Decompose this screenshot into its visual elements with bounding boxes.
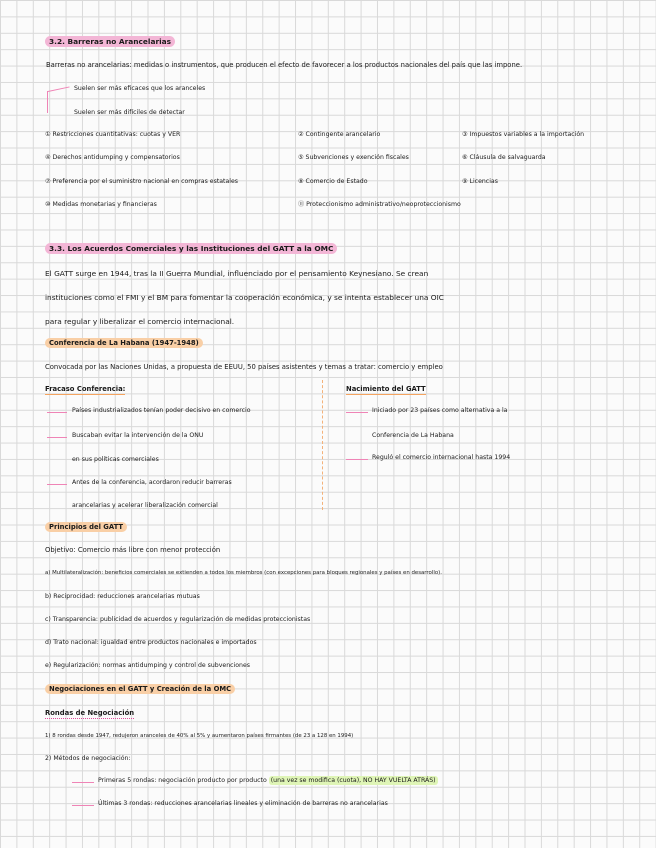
barrier-item-3: ③ Impuestos variables a la importación (462, 131, 585, 138)
nacimiento-item-1: Iniciado por 23 países como alternativa a la (372, 407, 508, 414)
tree-connector (47, 91, 48, 113)
barrier-item-1: ① Restricciones cuantitativas: cuotas y VER (45, 131, 181, 138)
tree-branch-1 (48, 86, 70, 92)
principios-title: Principios del GATT (45, 522, 127, 532)
fracaso-item-3: Antes de la conferencia, acordaron reducir barreras (72, 479, 232, 486)
nacimiento-item-1b: Conferencia de La Habana (372, 432, 454, 439)
principle-e: e) Regularización: normas antidumping y control de subvenciones (45, 662, 250, 669)
principle-c: c) Transparencia: publicidad de acuerdos y regularización de medidas proteccionistas (45, 616, 311, 623)
section-3-2-title: 3.2. Barreras no Arancelarias (45, 36, 175, 47)
conferencia-text: Convocada por las Naciones Unidas, a propuesta de EEUU, 50 países asistentes y temas a tratar: comercio y empleo (45, 363, 443, 371)
fracaso-item-2: Buscaban evitar la intervención de la ONU (72, 432, 204, 439)
conferencia-title: Conferencia de La Habana (1947-1948) (45, 338, 203, 348)
dash-4 (346, 412, 368, 413)
rondas-item-1: 1) 8 rondas desde 1947, redujeron aranceles de 40% al 5% y aumentaron países firmantes (de 23 a 128 en 1994) (45, 733, 354, 739)
rondas-item-2a-text: Primeras 5 rondas: negociación producto por producto (98, 777, 267, 784)
dash-5 (346, 459, 368, 460)
barrier-item-5: ⑤ Subvenciones y exención fiscales (298, 154, 409, 161)
intro-line-1: El GATT surge en 1944, tras la II Guerra Mundial, influenciado por el pensamiento Keynesiano. Se crean (45, 269, 429, 278)
principle-b: b) Reciprocidad: reducciones arancelarias mutuas (45, 593, 200, 600)
dash-1 (47, 412, 67, 413)
dash-6 (72, 782, 94, 783)
dash-3 (47, 484, 67, 485)
dash-7 (72, 805, 94, 806)
fracaso-title: Fracaso Conferencia: (45, 385, 126, 393)
barrier-item-9: ⑨ Licencias (462, 178, 498, 185)
barrier-item-4: ④ Derechos antidumping y compensatorios (45, 154, 180, 161)
negociaciones-title: Negociaciones en el GATT y Creación de la OMC (45, 684, 235, 694)
barrier-item-10: ⑩ Medidas monetarias y financieras (45, 201, 157, 208)
fracaso-item-2b: en sus políticas comerciales (72, 456, 159, 463)
note-dificiles: Suelen ser más difíciles de detectar (74, 109, 185, 116)
rondas-item-2a (98, 778, 438, 784)
section-3-3-title: 3.3. Los Acuerdos Comerciales y las Instituciones del GATT a la OMC (45, 243, 337, 254)
objetivo-text: Objetivo: Comercio más libre con menor protección (45, 546, 221, 554)
barreras-definition: Barreras no arancelarias: medidas o instrumentos, que producen el efecto de favorecer a los productos nacionales del país que las impone. (46, 61, 523, 69)
fracaso-item-1: Países industrializados tenían poder decisivo en comercio (72, 407, 251, 414)
rondas-item-2b: Últimas 3 rondas: reducciones arancelarias lineales y eliminación de barreras no arancelarias (98, 800, 388, 807)
column-divider (322, 380, 323, 510)
barrier-item-11: ⑪ Proteccionismo administrativo/neoproteccionismo (298, 201, 461, 208)
principle-a: a) Multilateralización: beneficios comerciales se extienden a todos los miembros (con excepciones para bloques regionales y países en desarrollo). (45, 570, 442, 576)
principle-d: d) Trato nacional: igualdad entre productos nacionales e importados (45, 639, 257, 646)
dash-2 (47, 437, 67, 438)
barrier-item-7: ⑦ Preferencia por el suministro nacional en compras estatales (45, 178, 239, 185)
fracaso-item-3b: arancelarias y acelerar liberalización comercial (72, 502, 218, 509)
barrier-item-8: ⑧ Comercio de Estado (298, 178, 368, 185)
intro-line-2: instituciones como el FMI y el BM para fomentar la cooperación económica, y se intenta establecer una OIC (45, 293, 444, 302)
rondas-title: Rondas de Negociación (45, 709, 135, 717)
nacimiento-title: Nacimiento del GATT (346, 385, 426, 393)
barrier-item-6: ⑥ Cláusula de salvaguarda (462, 154, 546, 161)
nacimiento-item-2: Reguló el comercio internacional hasta 1994 (372, 454, 511, 461)
barrier-item-2: ② Contingente arancelario (298, 131, 381, 138)
intro-line-3: para regular y liberalizar el comercio internacional. (45, 317, 235, 326)
note-eficaces: Suelen ser más eficaces que los aranceles (74, 85, 206, 92)
rondas-item-2: 2) Métodos de negociación: (45, 755, 131, 762)
rondas-item-2a-highlight: (una vez se modifica (cuota), NO HAY VUELTA ATRÁS) (270, 777, 436, 784)
